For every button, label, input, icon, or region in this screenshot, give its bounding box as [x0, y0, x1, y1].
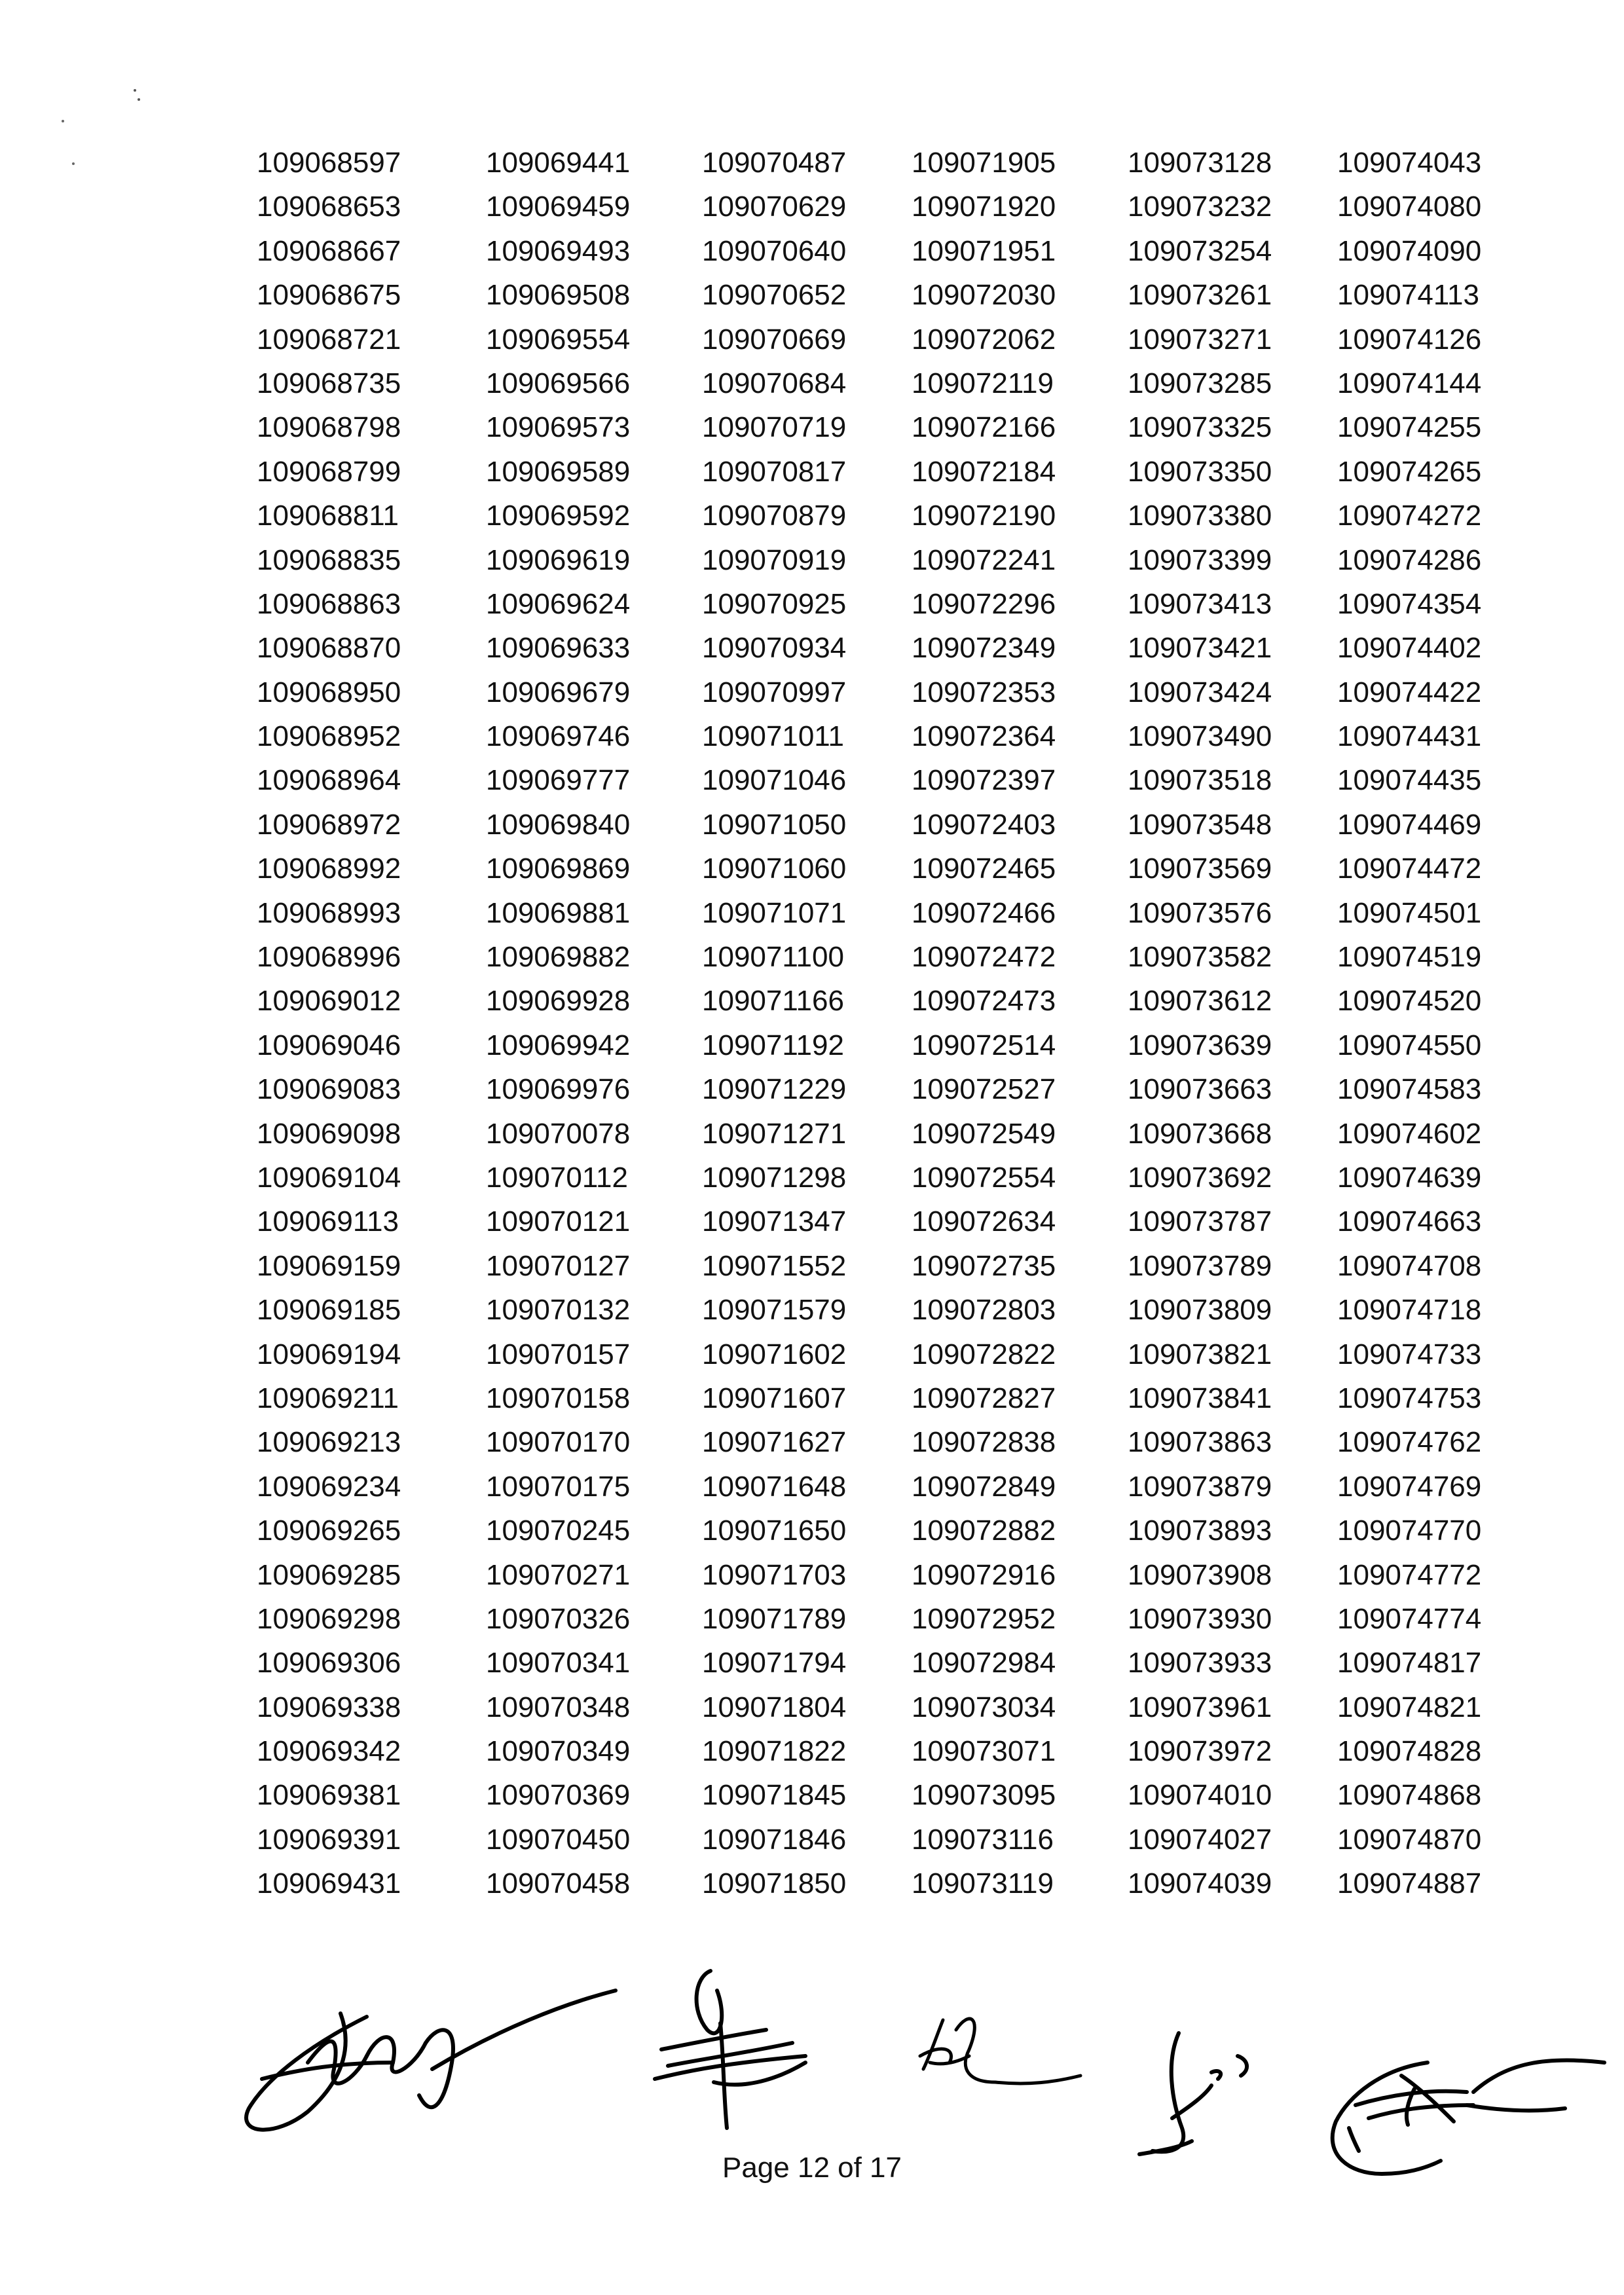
number-cell: 109072514	[912, 1029, 1056, 1061]
number-cell: 109069113	[257, 1205, 399, 1238]
number-cell: 109071060	[702, 853, 847, 885]
number-cell: 109071229	[702, 1073, 847, 1106]
number-cell: 109072241	[912, 543, 1056, 576]
number-cell: 109070629	[702, 191, 847, 223]
number-cell: 109069633	[486, 632, 631, 665]
number-cell: 109070349	[486, 1735, 631, 1768]
number-cell: 109073490	[1128, 720, 1272, 753]
number-cell: 109070112	[486, 1161, 628, 1194]
number-cell: 109070450	[486, 1823, 631, 1856]
number-cell: 109074663	[1337, 1205, 1482, 1238]
number-cell: 109073908	[1128, 1558, 1272, 1591]
number-cell: 109070934	[702, 632, 847, 665]
number-cell: 109073261	[1128, 279, 1272, 312]
number-cell: 109071607	[702, 1382, 847, 1414]
number-cell: 109074733	[1337, 1338, 1482, 1370]
number-cell: 109068993	[257, 896, 401, 929]
number-cell: 109072062	[912, 323, 1056, 356]
number-cell: 109073663	[1128, 1073, 1272, 1106]
number-cell: 109069012	[257, 985, 401, 1018]
number-cell: 109072466	[912, 896, 1056, 929]
page-number: Page 12 of 17	[722, 2152, 902, 2184]
number-cell: 109074828	[1337, 1735, 1482, 1768]
number-cell: 109074027	[1128, 1823, 1272, 1856]
number-cell: 109073399	[1128, 543, 1272, 576]
number-cell: 109072166	[912, 411, 1056, 444]
number-cell: 109070640	[702, 234, 847, 267]
number-list	[257, 141, 1534, 1906]
number-cell: 109074354	[1337, 587, 1482, 620]
number-cell: 109069185	[257, 1294, 401, 1327]
number-cell: 109068653	[257, 191, 401, 223]
number-cell: 109069746	[486, 720, 631, 753]
signature-2	[655, 1971, 805, 2128]
number-cell: 109068996	[257, 941, 401, 974]
number-cell: 109070341	[486, 1647, 631, 1680]
number-cell: 109072849	[912, 1470, 1056, 1503]
signature-3	[920, 2019, 1080, 2084]
number-cell: 109071845	[702, 1779, 847, 1812]
number-cell: 109072473	[912, 985, 1056, 1018]
number-cell: 109069679	[486, 676, 631, 708]
number-cell: 109072527	[912, 1073, 1056, 1106]
number-cell: 109073863	[1128, 1426, 1272, 1459]
number-cell: 109068675	[257, 279, 401, 312]
number-cell: 109072353	[912, 676, 1056, 708]
number-cell: 109074770	[1337, 1515, 1482, 1547]
number-cell: 109070919	[702, 543, 847, 576]
number-cell: 109071071	[702, 896, 847, 929]
number-cell: 109071951	[912, 234, 1056, 267]
number-cell: 109070271	[486, 1558, 631, 1591]
number-cell: 109071050	[702, 808, 847, 841]
number-cell: 109074868	[1337, 1779, 1482, 1812]
number-column-2	[486, 141, 702, 1906]
number-cell: 109073787	[1128, 1205, 1272, 1238]
number-cell: 109069381	[257, 1779, 401, 1812]
number-cell: 109074870	[1337, 1823, 1482, 1856]
number-cell: 109073893	[1128, 1515, 1272, 1547]
number-cell: 109073128	[1128, 147, 1272, 179]
number-cell: 109071602	[702, 1338, 847, 1370]
number-cell: 109071192	[702, 1029, 844, 1061]
number-cell: 109069554	[486, 323, 631, 356]
signature-4	[1139, 2033, 1247, 2154]
number-cell: 109071794	[702, 1647, 847, 1680]
number-cell: 109069342	[257, 1735, 401, 1768]
signature-1	[246, 1991, 616, 2130]
number-cell: 109073961	[1128, 1691, 1272, 1723]
number-cell: 109069566	[486, 367, 631, 399]
number-cell: 109072030	[912, 279, 1056, 312]
number-cell: 109070170	[486, 1426, 631, 1459]
number-cell: 109073413	[1128, 587, 1272, 620]
number-cell: 109074772	[1337, 1558, 1482, 1591]
number-cell: 109070879	[702, 500, 847, 532]
number-cell: 109069211	[257, 1382, 399, 1414]
number-cell: 109072364	[912, 720, 1056, 753]
number-cell: 109072838	[912, 1426, 1056, 1459]
number-cell: 109073841	[1128, 1382, 1272, 1414]
number-cell: 109070348	[486, 1691, 631, 1723]
number-cell: 109071650	[702, 1515, 847, 1547]
number-cell: 109071804	[702, 1691, 847, 1723]
number-cell: 109074435	[1337, 764, 1482, 797]
number-cell: 109071703	[702, 1558, 847, 1591]
number-cell: 109074144	[1337, 367, 1482, 399]
number-cell: 109068992	[257, 853, 401, 885]
number-cell: 109069942	[486, 1029, 631, 1061]
number-cell: 109073548	[1128, 808, 1272, 841]
number-cell: 109074431	[1337, 720, 1482, 753]
number-cell: 109074286	[1337, 543, 1482, 576]
number-cell: 109069840	[486, 808, 631, 841]
number-cell: 109071846	[702, 1823, 847, 1856]
number-cell: 109074422	[1337, 676, 1482, 708]
number-cell: 109074090	[1337, 234, 1482, 267]
number-cell: 109070158	[486, 1382, 631, 1414]
number-cell: 109069573	[486, 411, 631, 444]
number-cell: 109074762	[1337, 1426, 1482, 1459]
number-cell: 109074469	[1337, 808, 1482, 841]
number-cell: 109070369	[486, 1779, 631, 1812]
number-column-5	[1128, 141, 1337, 1906]
number-cell: 109073254	[1128, 234, 1272, 267]
number-cell: 109069265	[257, 1515, 401, 1547]
number-cell: 109074265	[1337, 455, 1482, 488]
number-cell: 109069338	[257, 1691, 401, 1723]
number-cell: 109071627	[702, 1426, 847, 1459]
number-cell: 109071011	[702, 720, 844, 753]
number-cell: 109070669	[702, 323, 847, 356]
number-cell: 109070121	[486, 1205, 631, 1238]
number-cell: 109072119	[912, 367, 1054, 399]
number-cell: 109072549	[912, 1117, 1056, 1150]
number-cell: 109072349	[912, 632, 1056, 665]
number-cell: 109074255	[1337, 411, 1482, 444]
number-cell: 109069928	[486, 985, 631, 1018]
number-cell: 109071552	[702, 1249, 847, 1282]
number-cell: 109073612	[1128, 985, 1272, 1018]
number-cell: 109068799	[257, 455, 401, 488]
number-cell: 109070684	[702, 367, 847, 399]
number-cell: 109069306	[257, 1647, 401, 1680]
number-cell: 109073692	[1128, 1161, 1272, 1194]
number-cell: 109073933	[1128, 1647, 1272, 1680]
number-cell: 109072184	[912, 455, 1056, 488]
number-cell: 109073639	[1128, 1029, 1272, 1061]
number-cell: 109072465	[912, 853, 1056, 885]
number-cell: 109069083	[257, 1073, 401, 1106]
number-cell: 109068964	[257, 764, 401, 797]
number-cell: 109069592	[486, 500, 631, 532]
number-cell: 109072984	[912, 1647, 1056, 1680]
number-cell: 109069493	[486, 234, 631, 267]
number-cell: 109070458	[486, 1867, 631, 1900]
number-cell: 109069777	[486, 764, 631, 797]
number-cell: 109074272	[1337, 500, 1482, 532]
number-cell: 109074821	[1337, 1691, 1482, 1723]
number-cell: 109070719	[702, 411, 847, 444]
number-cell: 109073380	[1128, 500, 1272, 532]
number-cell: 109074769	[1337, 1470, 1482, 1503]
number-cell: 109069431	[257, 1867, 401, 1900]
number-cell: 109072190	[912, 500, 1056, 532]
number-cell: 109073034	[912, 1691, 1056, 1723]
number-cell: 109073809	[1128, 1294, 1272, 1327]
number-cell: 109073421	[1128, 632, 1272, 665]
number-cell: 109074501	[1337, 896, 1482, 929]
number-cell: 109073879	[1128, 1470, 1272, 1503]
number-cell: 109074043	[1337, 147, 1482, 179]
number-cell: 109070078	[486, 1117, 631, 1150]
number-cell: 109074113	[1337, 279, 1479, 312]
number-cell: 109072403	[912, 808, 1056, 841]
number-cell: 109072554	[912, 1161, 1056, 1194]
number-cell: 109069624	[486, 587, 631, 620]
number-cell: 109074472	[1337, 853, 1482, 885]
number-cell: 109070997	[702, 676, 847, 708]
number-cell: 109071100	[702, 941, 844, 974]
number-cell: 109073271	[1128, 323, 1272, 356]
number-cell: 109072822	[912, 1338, 1056, 1370]
number-cell: 109069508	[486, 279, 631, 312]
number-cell: 109071648	[702, 1470, 847, 1503]
number-cell: 109069882	[486, 941, 631, 974]
number-cell: 109071789	[702, 1602, 847, 1635]
number-cell: 109069459	[486, 191, 631, 223]
number-cell: 109069881	[486, 896, 631, 929]
number-cell: 109074126	[1337, 323, 1482, 356]
number-cell: 109073789	[1128, 1249, 1272, 1282]
number-cell: 109070925	[702, 587, 847, 620]
number-cell: 109069298	[257, 1602, 401, 1635]
number-cell: 109074602	[1337, 1117, 1482, 1150]
number-cell: 109072397	[912, 764, 1056, 797]
number-cell: 109070652	[702, 279, 847, 312]
number-column-4	[912, 141, 1128, 1906]
number-cell: 109072916	[912, 1558, 1056, 1591]
number-cell: 109071271	[702, 1117, 847, 1150]
number-cell: 109073582	[1128, 941, 1272, 974]
number-cell: 109068721	[257, 323, 401, 356]
number-cell: 109074583	[1337, 1073, 1482, 1106]
number-cell: 109073668	[1128, 1117, 1272, 1150]
number-cell: 109073930	[1128, 1602, 1272, 1635]
number-cell: 109071347	[702, 1205, 847, 1238]
number-cell: 109072472	[912, 941, 1056, 974]
number-cell: 109069098	[257, 1117, 401, 1150]
number-cell: 109074639	[1337, 1161, 1482, 1194]
number-cell: 109071579	[702, 1294, 847, 1327]
number-cell: 109072882	[912, 1515, 1056, 1547]
number-cell: 109074774	[1337, 1602, 1482, 1635]
number-cell: 109074080	[1337, 191, 1482, 223]
number-cell: 109072803	[912, 1294, 1056, 1327]
number-cell: 109069234	[257, 1470, 401, 1503]
number-cell: 109074519	[1337, 941, 1482, 974]
number-cell: 109070487	[702, 147, 847, 179]
number-cell: 109070127	[486, 1249, 631, 1282]
number-cell: 109074550	[1337, 1029, 1482, 1061]
number-cell: 109070326	[486, 1602, 631, 1635]
number-cell: 109072952	[912, 1602, 1056, 1635]
number-cell: 109071822	[702, 1735, 847, 1768]
number-cell: 109073095	[912, 1779, 1056, 1812]
number-cell: 109073518	[1128, 764, 1272, 797]
number-cell: 109068835	[257, 543, 401, 576]
number-cell: 109070175	[486, 1470, 631, 1503]
number-cell: 109069159	[257, 1249, 401, 1282]
number-cell: 109069589	[486, 455, 631, 488]
number-cell: 109070817	[702, 455, 847, 488]
number-cell: 109069976	[486, 1073, 631, 1106]
number-cell: 109074520	[1337, 985, 1482, 1018]
number-cell: 109068667	[257, 234, 401, 267]
number-cell: 109074708	[1337, 1249, 1482, 1282]
number-cell: 109073972	[1128, 1735, 1272, 1768]
number-cell: 109073424	[1128, 676, 1272, 708]
number-cell: 109069391	[257, 1823, 401, 1856]
number-cell: 109071920	[912, 191, 1056, 223]
number-cell: 109072634	[912, 1205, 1056, 1238]
number-cell: 109074010	[1128, 1779, 1272, 1812]
number-cell: 109070157	[486, 1338, 631, 1370]
number-cell: 109073071	[912, 1735, 1056, 1768]
number-cell: 109068811	[257, 500, 399, 532]
number-cell: 109073119	[912, 1867, 1054, 1900]
number-cell: 109068972	[257, 808, 401, 841]
number-cell: 109071046	[702, 764, 847, 797]
number-cell: 109074402	[1337, 632, 1482, 665]
number-cell: 109073576	[1128, 896, 1272, 929]
number-cell: 109068870	[257, 632, 401, 665]
number-column-6	[1337, 141, 1534, 1906]
number-cell: 109069213	[257, 1426, 401, 1459]
number-cell: 109069441	[486, 147, 631, 179]
number-cell: 109069869	[486, 853, 631, 885]
number-cell: 109073285	[1128, 367, 1272, 399]
number-cell: 109073821	[1128, 1338, 1272, 1370]
number-cell: 109069046	[257, 1029, 401, 1061]
number-cell: 109068952	[257, 720, 401, 753]
number-cell: 109069285	[257, 1558, 401, 1591]
number-cell: 109071850	[702, 1867, 847, 1900]
number-cell: 109073325	[1128, 411, 1272, 444]
number-cell: 109068735	[257, 367, 401, 399]
number-cell: 109074817	[1337, 1647, 1482, 1680]
number-cell: 109073350	[1128, 455, 1272, 488]
number-cell: 109072735	[912, 1249, 1056, 1282]
number-cell: 109071298	[702, 1161, 847, 1194]
number-cell: 109074718	[1337, 1294, 1482, 1327]
number-cell: 109074039	[1128, 1867, 1272, 1900]
number-cell: 109069619	[486, 543, 631, 576]
number-cell: 109073116	[912, 1823, 1054, 1856]
number-cell: 109068863	[257, 587, 401, 620]
number-cell: 109071905	[912, 147, 1056, 179]
number-column-1	[257, 141, 486, 1906]
number-cell: 109074887	[1337, 1867, 1482, 1900]
number-cell: 109069104	[257, 1161, 401, 1194]
number-cell: 109073232	[1128, 191, 1272, 223]
number-cell: 109072827	[912, 1382, 1056, 1414]
number-cell: 109070245	[486, 1515, 631, 1547]
number-cell: 109072296	[912, 587, 1056, 620]
number-column-3	[702, 141, 912, 1906]
number-cell: 109070132	[486, 1294, 631, 1327]
number-cell: 109073569	[1128, 853, 1272, 885]
number-cell: 109069194	[257, 1338, 401, 1370]
number-cell: 109071166	[702, 985, 844, 1018]
number-cell: 109068950	[257, 676, 401, 708]
number-cell: 109074753	[1337, 1382, 1482, 1414]
number-cell: 109068798	[257, 411, 401, 444]
number-cell: 109068597	[257, 147, 401, 179]
